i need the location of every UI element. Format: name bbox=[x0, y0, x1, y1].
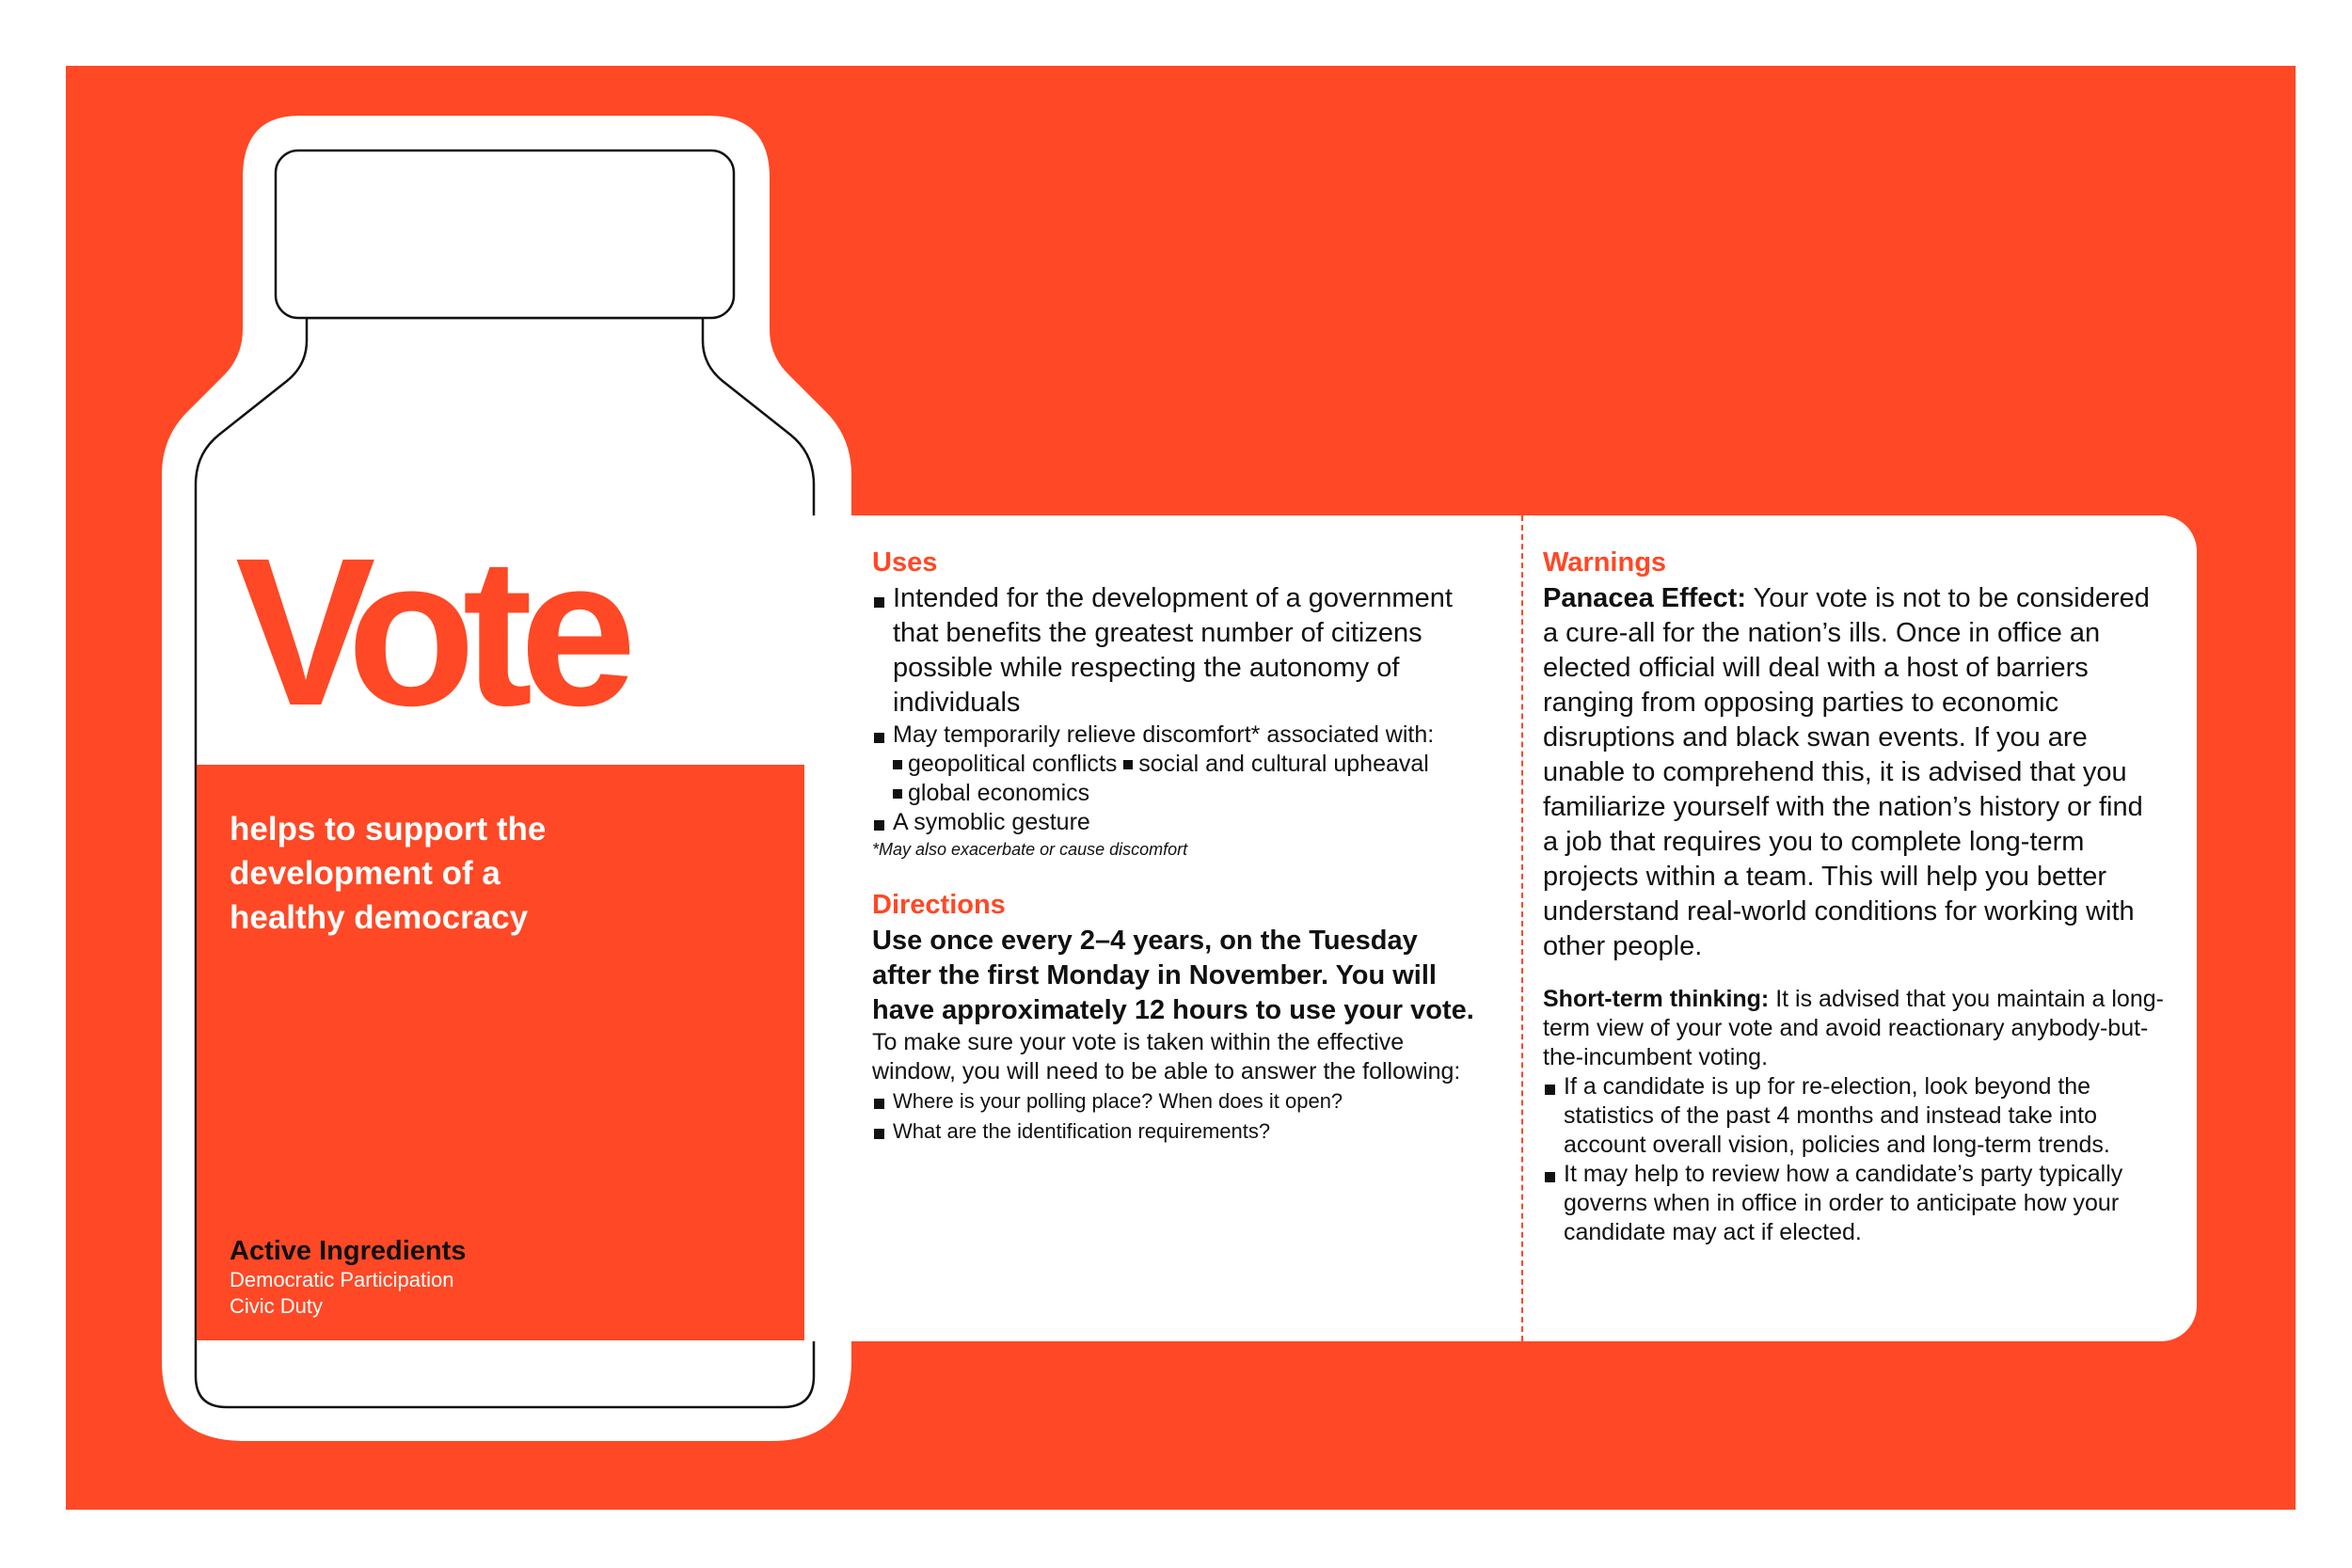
tagline: helps to support the development of a healthy democracy bbox=[230, 811, 547, 936]
panacea-effect bbox=[1543, 581, 2164, 964]
uses-sub-item: social and cultural upheaval bbox=[1138, 751, 1429, 777]
uses-heading: Uses bbox=[872, 547, 938, 578]
bullet-square bbox=[1123, 760, 1133, 769]
uses-item: May temporarily relieve discomfort* associated with: bbox=[872, 721, 1474, 750]
bullet-square bbox=[893, 789, 902, 799]
directions-question: What are the identification requirements? bbox=[872, 1117, 1474, 1147]
short-term-label: Short-term thinking: bbox=[1543, 986, 1770, 1012]
vote-title: Vote bbox=[235, 515, 624, 750]
uses-directions-column bbox=[872, 544, 1474, 1147]
panacea-label: Panacea Effect: bbox=[1543, 583, 1746, 613]
directions-main: Use once every 2–4 years, on the Tuesday after the first Monday in November. You will have approximately 12 hours to use your vote. bbox=[872, 926, 1474, 1025]
panel-divider bbox=[1521, 515, 1523, 1341]
bullet-square bbox=[893, 760, 902, 769]
bottle-cap bbox=[276, 150, 734, 318]
warnings-heading: Warnings bbox=[1543, 547, 1667, 578]
uses-footnote: *May also exacerbate or cause discomfort bbox=[872, 840, 1188, 859]
short-term-text: It is advised that you maintain a long-term view of your vote and avoid reactionary anybody-but-the-incumbent voting. bbox=[1543, 986, 2164, 1070]
warnings-bullet: It may help to review how a candidate’s party typically governs when in office in order to anticipate how your candidate may act if elected. bbox=[1543, 1160, 2164, 1247]
warnings-column bbox=[1543, 544, 2164, 1247]
ingredient-item: Civic Duty bbox=[230, 1294, 324, 1318]
uses-item: Intended for the development of a government that benefits the greatest number of citizens possible while respecting the autonomy of individuals bbox=[872, 581, 1474, 721]
uses-item: A symoblic gesture bbox=[872, 808, 1474, 837]
uses-sub-item: geopolitical conflicts bbox=[908, 751, 1118, 777]
active-ingredients-title: Active Ingredients bbox=[230, 1236, 467, 1266]
short-term-thinking bbox=[1543, 985, 2164, 1072]
active-ingredients bbox=[230, 1235, 466, 1320]
uses-sub-items bbox=[872, 750, 1474, 808]
directions-question: Where is your polling place? When does it open? bbox=[872, 1086, 1474, 1117]
directions-body: To make sure your vote is taken within the effective window, you will need to be able to answer the following: bbox=[872, 1029, 1461, 1085]
ingredient-item: Democratic Participation bbox=[230, 1268, 454, 1291]
uses-sub-item: global economics bbox=[908, 780, 1090, 806]
warnings-bullet: If a candidate is up for re-election, look beyond the statistics of the past 4 months and instead take into account overall vision, policies and long-term trends. bbox=[1543, 1072, 2164, 1160]
panacea-text: Your vote is not to be considered a cure-all for the nation’s ills. Once in office an elected official will deal with a host of barriers ranging from opposing parties to economic disruptions and black swan events. If you are unable to comprehend this, it is advised that you familiarize yourself with the nation’s history or find a job that requires you to complete long-term projects within a team. This will help you better understand real-world conditions for working with other people. bbox=[1543, 583, 2150, 961]
directions-heading: Directions bbox=[872, 890, 1006, 920]
